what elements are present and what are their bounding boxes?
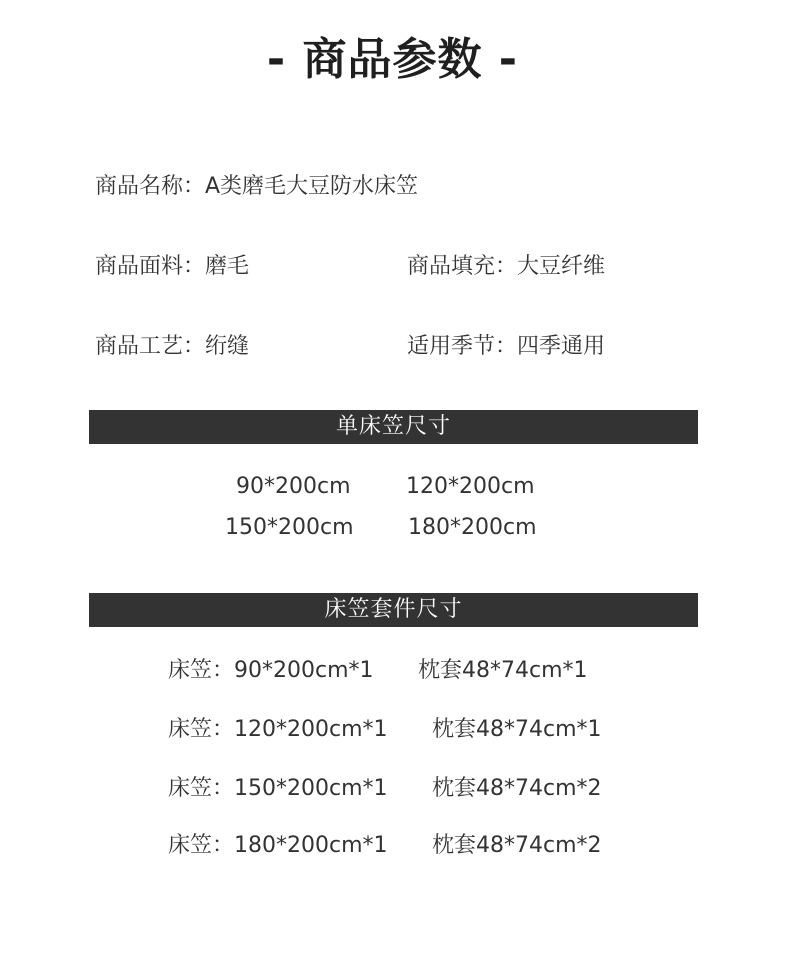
param-product-name: 商品名称：A类磨毛大豆防水床笠 [95, 174, 419, 199]
single-size-150x200: 150*200cm [225, 515, 354, 540]
param-filling: 商品填充：大豆纤维 [407, 254, 606, 279]
set-row-4-sheet: 床笠：180*200cm*1 [168, 833, 388, 858]
single-size-90x200: 90*200cm [236, 474, 351, 499]
set-row-2-sheet: 床笠：120*200cm*1 [168, 717, 388, 742]
param-craft: 商品工艺：绗缝 [95, 334, 250, 359]
set-row-4-pillow: 枕套48*74cm*2 [432, 833, 602, 858]
set-row-2-pillow: 枕套48*74cm*1 [432, 717, 602, 742]
single-size-header: 单床笠尺寸 [89, 410, 698, 444]
set-row-3-pillow: 枕套48*74cm*2 [432, 776, 602, 801]
set-row-1-pillow: 枕套48*74cm*1 [418, 658, 588, 683]
set-size-header: 床笠套件尺寸 [89, 593, 698, 627]
single-size-120x200: 120*200cm [406, 474, 535, 499]
page-title: - 商品参数 - [266, 34, 519, 85]
set-row-1-sheet: 床笠：90*200cm*1 [168, 658, 374, 683]
param-season: 适用季节：四季通用 [407, 334, 606, 359]
single-size-180x200: 180*200cm [408, 515, 537, 540]
set-row-3-sheet: 床笠：150*200cm*1 [168, 776, 388, 801]
param-fabric: 商品面料：磨毛 [95, 254, 250, 279]
